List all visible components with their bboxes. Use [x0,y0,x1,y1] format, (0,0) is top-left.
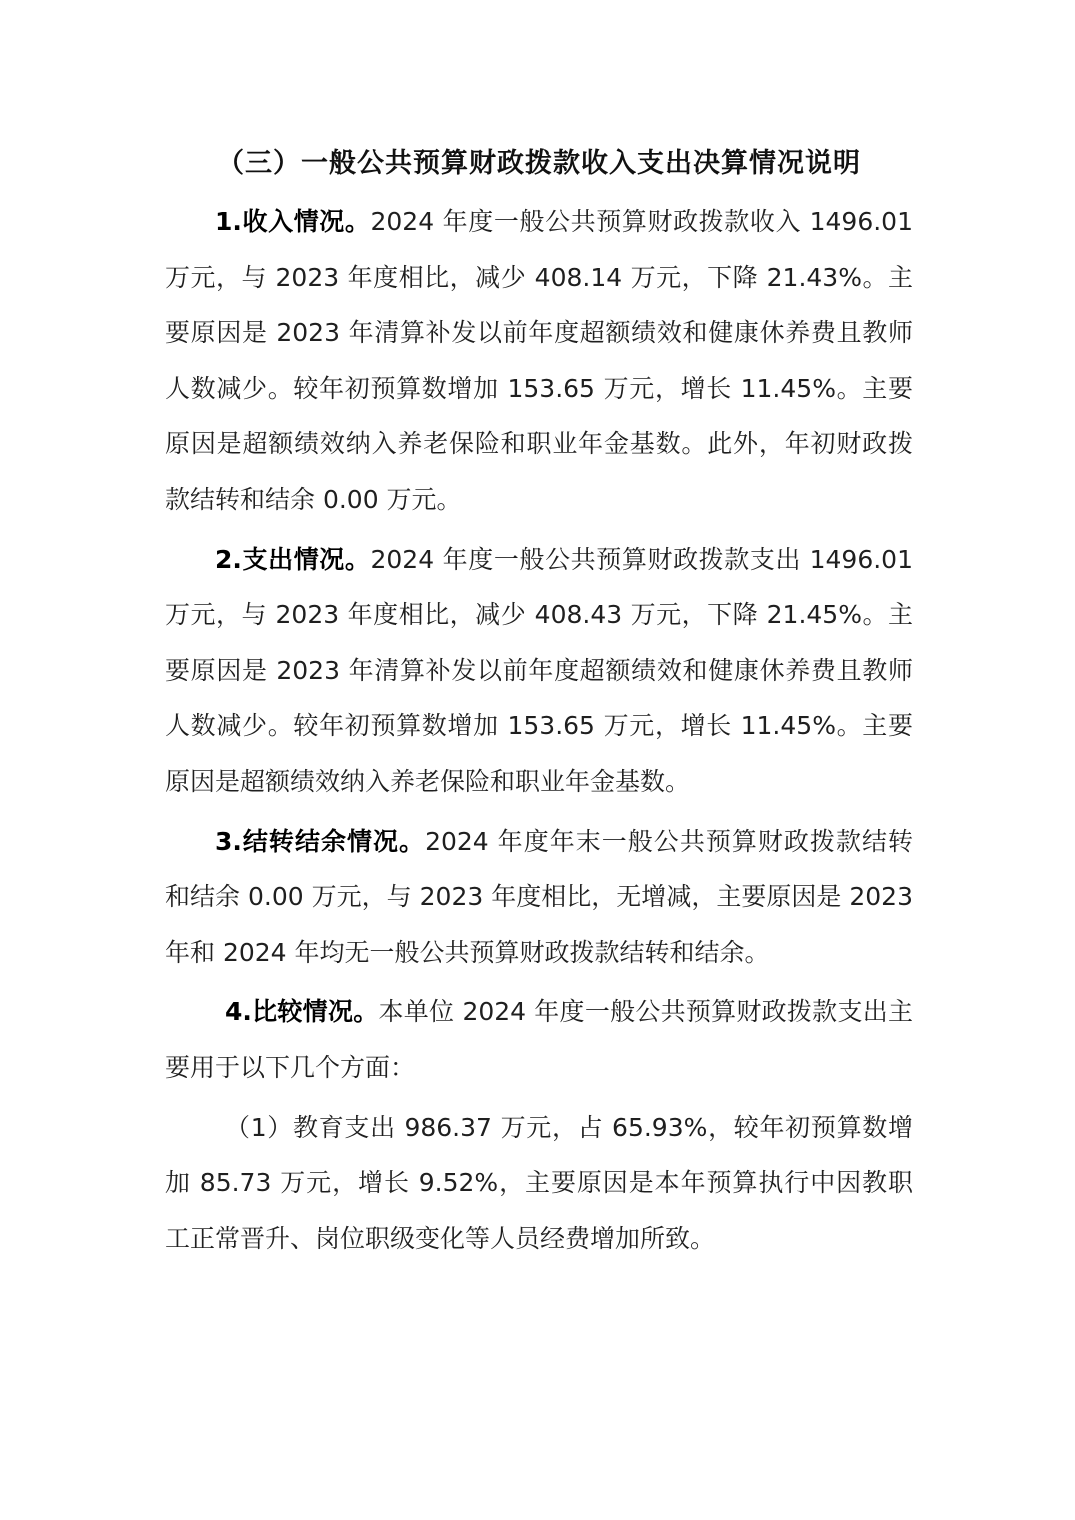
paragraph-text: 本单位 2024 年度一般公共预算财政拨款支出主要用于以下几个方面： [165,997,913,1082]
paragraph-text: 2024 年度一般公共预算财政拨款支出 1496.01 万元，与 2023 年度相比，减少 408.43 万元，下降 21.45%。主要原因是 2023 年清算补发以前年度超额绩效和健康休养费且教师人数减少。较年初预算数增加 153.65 万元，增长 11.45%。主要原因是超额绩效纳入养老保险和职业年金基数。 [165,544,913,796]
paragraph-text: 2024 年度年末一般公共预算财政拨款结转和结余 0.00 万元，与 2023 年度相比，无增减，主要原因是 2023 年和 2024 年均无一般公共预算财政拨款结转和结余。 [165,826,913,967]
paragraph-lead: 4.比较情况。 [225,997,379,1027]
paragraph-expenditure [165,532,913,810]
paragraph-text: 2024 年度一般公共预算财政拨款收入 1496.01 万元，与 2023 年度相比，减少 408.14 万元，下降 21.43%。主要原因是 2023 年清算补发以前年度超额绩效和健康休养费且教师人数减少。较年初预算数增加 153.65 万元，增长 11.45%。主要原因是超额绩效纳入养老保险和职业年金基数。此外，年初财政拨款结转和结余 0.00 万元。 [165,207,913,514]
document-body [165,136,913,1270]
section-heading: （三）一般公共预算财政拨款收入支出决算情况说明 [217,148,861,179]
list-item-text: （1）教育支出 986.37 万元，占 65.93%，较年初预算数增加 85.73 万元，增长 9.52%，主要原因是本年预算执行中因教职工正常晋升、岗位职级变化等人员经费增加所致。 [165,1112,913,1253]
paragraph-carryover [165,814,913,981]
paragraph-comparison [165,984,913,1095]
list-item-education [165,1100,913,1267]
paragraph-lead: 2.支出情况。 [215,544,371,574]
paragraph-income [165,194,913,528]
paragraph-lead: 1.收入情况。 [215,207,371,236]
paragraph-lead: 3.结转结余情况。 [215,826,426,856]
